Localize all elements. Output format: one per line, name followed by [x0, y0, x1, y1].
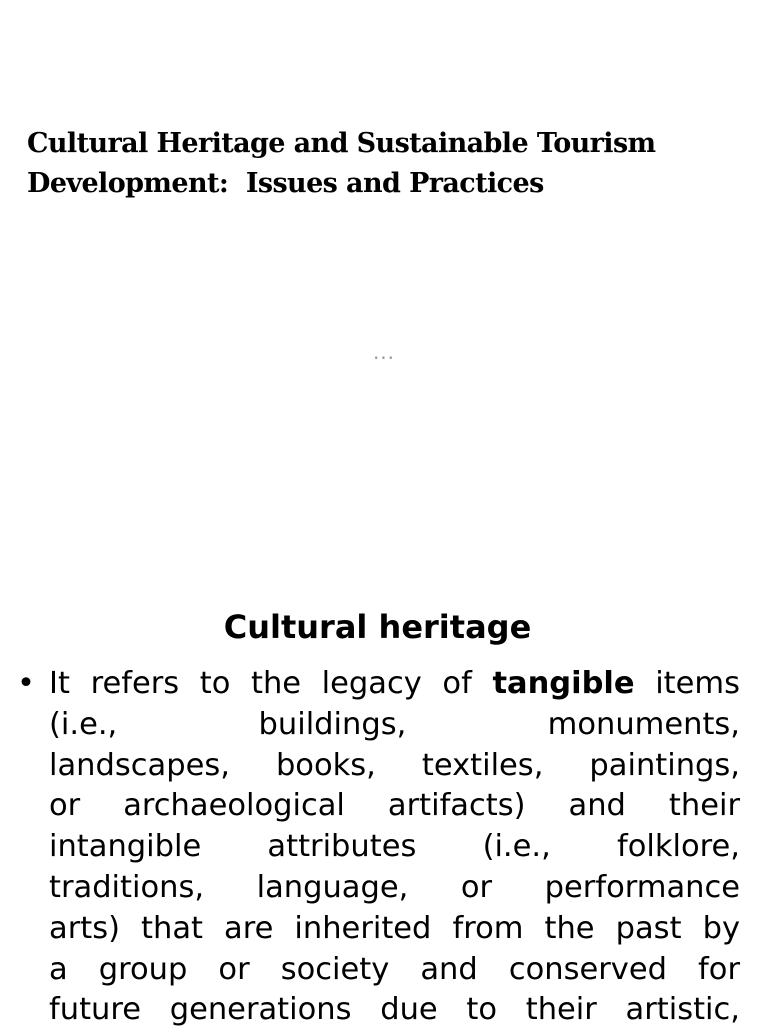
- bullet-list: [0, 664, 768, 1031]
- document-title-line-1: Cultural Heritage and Sustainable Tourism: [27, 128, 656, 159]
- bullet-line-9: future generations due to their artistic,: [49, 992, 740, 1028]
- more-ellipsis: ...: [372, 340, 396, 364]
- bullet-line-7: arts) that are inherited from the past by: [49, 910, 740, 946]
- bullet-line-3: landscapes, books, textiles, paintings,: [49, 747, 740, 783]
- section-heading: Cultural heritage: [223, 608, 532, 646]
- bullet-line-1: [49, 664, 740, 705]
- bullet-line-8: a group or society and conserved for: [49, 951, 740, 987]
- bullet-marker: •: [17, 666, 35, 701]
- bullet-line-5: intangible attributes (i.e., folklore,: [49, 829, 740, 865]
- bullet-line-6: traditions, language, or performance: [49, 869, 740, 905]
- bullet-text-before: It refers to the legacy of: [49, 666, 493, 701]
- bullet-text-after: items: [634, 666, 740, 701]
- list-item: [0, 664, 768, 1031]
- bullet-line-4: or archaeological artifacts) and their: [49, 788, 740, 824]
- document-title-line-2: Development: Issues and Practices: [27, 168, 544, 199]
- bullet-line-2: (i.e., buildings, monuments,: [49, 706, 740, 742]
- document-title: [27, 124, 747, 204]
- bullet-bold-term: tangible: [492, 666, 635, 701]
